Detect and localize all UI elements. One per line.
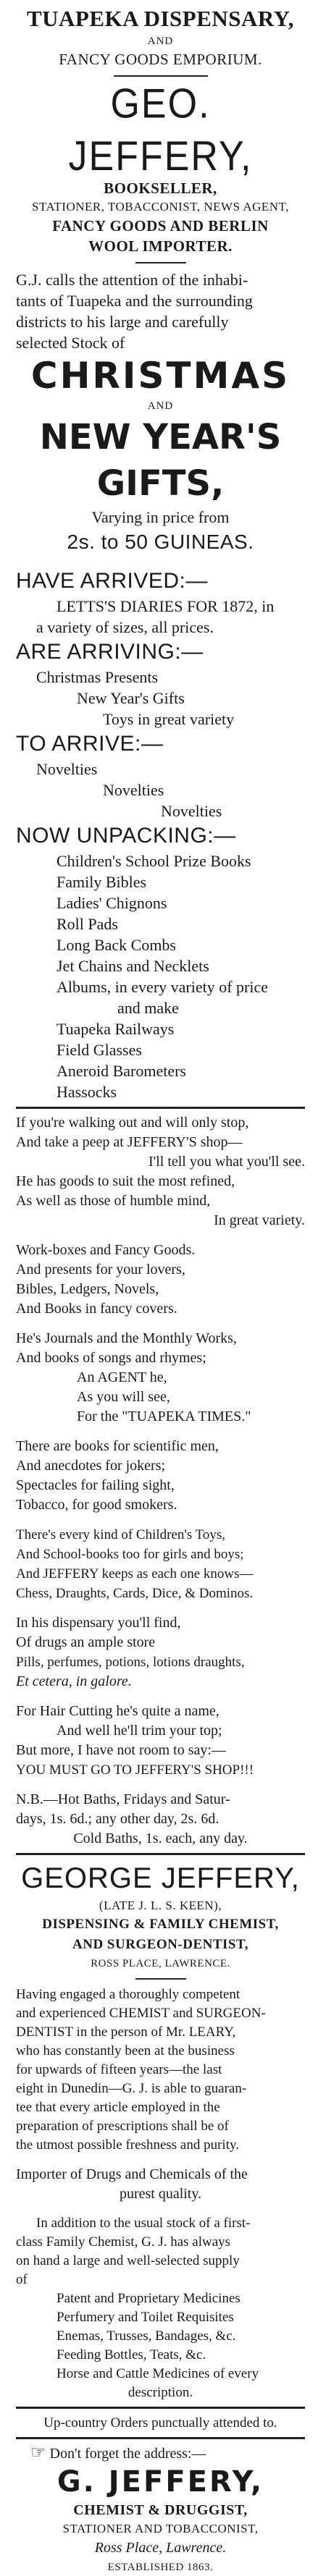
paragraph-line: on hand a large and well-selected supply [16, 2253, 240, 2268]
unpacking-item: Family Bibles [57, 873, 147, 891]
paragraph-line: and experienced CHEMIST and SURGEON- [16, 2006, 266, 2021]
footer-name: G. JEFFERY, [57, 2465, 264, 2499]
verse-4 [16, 1437, 305, 1515]
verse-1 [16, 1113, 305, 1230]
header-and: AND [147, 35, 174, 47]
verse-line: Pills, perfumes, potions, lotions draughts, [16, 1655, 245, 1670]
baths-notice [16, 1790, 305, 1849]
unpacking-item: Children's School Prize Books [57, 852, 251, 870]
price-line: Varying in price from [91, 508, 230, 526]
header-subtitle: FANCY GOODS EMPORIUM. [59, 51, 262, 68]
unpacking-list [16, 850, 305, 1102]
verse-line: He's Journals and the Monthly Works, [16, 1330, 237, 1346]
paragraph-line: Having engaged a thoroughly competent [16, 1987, 240, 2002]
header-title: TUAPEKA DISPENSARY, [26, 6, 294, 31]
verse-line: In great variety. [214, 1212, 305, 1228]
intro-line: districts to his large and carefully [16, 313, 229, 331]
george-late: (LATE J. L. S. KEEN), [99, 1899, 222, 1912]
verse-line: But more, I have not room to say:— [16, 1742, 226, 1758]
baths-line: Cold Baths, 1s. each, any day. [73, 1830, 248, 1846]
verse-line: And School-books too for girls and boys; [16, 1547, 244, 1562]
paragraph-line: the utmost possible freshness and purity. [16, 2137, 240, 2153]
christmas-heading: CHRISTMAS [30, 355, 290, 397]
stock-item: Feeding Bottles, Teats, &c. [57, 2347, 206, 2362]
arriving-line: Toys in great variety [103, 710, 235, 728]
footer-role2: STATIONER AND TOBACCONIST, [62, 2522, 259, 2535]
now-unpacking-heading: NOW UNPACKING:— [16, 824, 236, 848]
footer-place: Ross Place, Lawrence. [94, 2540, 227, 2556]
unpacking-item: Aneroid Barometers [57, 1062, 186, 1080]
paragraph-line: tee that every article employed in the [16, 2100, 220, 2115]
arrived-line: LETTS'S DIARIES FOR 1872, in [57, 597, 275, 615]
unpacking-item: Albums, in every variety of price [57, 978, 269, 996]
paragraph-line: eight in Dunedin—G. J. is able to guaran- [16, 2081, 247, 2096]
verse-line: As you will see, [77, 1389, 170, 1405]
to-arrive-line: Novelties [36, 760, 98, 778]
stock-paragraph [16, 2214, 305, 2289]
intro-paragraph [16, 269, 305, 353]
verse-line: Spectacles for failing sight, [16, 1477, 175, 1493]
new-year-heading: NEW YEAR'S GIFTS, [39, 417, 282, 504]
are-arriving-heading: ARE ARRIVING:— [16, 640, 204, 664]
unpacking-item: Field Glasses [57, 1041, 142, 1059]
arrived-line: a variety of sizes, all prices. [36, 618, 214, 636]
verse-line: Of drugs an ample store [16, 1634, 156, 1650]
verse-line: If you're walking out and will only stop, [16, 1115, 249, 1131]
verse-line: As well as those of humble mind, [16, 1193, 211, 1209]
stock-item: Enemas, Trusses, Bandages, &c. [57, 2328, 236, 2344]
unpacking-item: and make [117, 999, 179, 1017]
verse-line: Et cetera, in galore. [16, 1673, 132, 1689]
verse-line: There's every kind of Children's Toys, [16, 1527, 226, 1542]
verse-line: He has goods to suit the most refined, [16, 1173, 235, 1189]
stock-item: Horse and Cattle Medicines of every [57, 2366, 259, 2381]
stock-item: Patent and Proprietary Medicines [57, 2291, 240, 2306]
george-place: ROSS PLACE, LAWRENCE. [91, 1958, 230, 1969]
to-arrive-line: Novelties [161, 802, 222, 820]
address-note-row [16, 2444, 305, 2464]
verse-7 [16, 1702, 305, 1780]
to-arrive-line: Novelties [103, 781, 164, 799]
unpacking-item: Ladies' Chignons [57, 894, 167, 912]
have-arrived-heading: HAVE ARRIVED:— [16, 569, 208, 593]
verse-line: In his dispensary you'll find, [16, 1615, 181, 1631]
paragraph-line: preparation of prescriptions shall be of [16, 2119, 229, 2134]
george-role2: AND SURGEON-DENTIST, [72, 1937, 248, 1952]
baths-line: N.B.—Hot Baths, Fridays and Satur- [16, 1791, 230, 1807]
paragraph-line: In addition to the usual stock of a first- [36, 2216, 251, 2231]
stock-item: description. [127, 2385, 193, 2400]
verse-line: YOU MUST GO TO JEFFERY'S SHOP!!! [16, 1762, 254, 1778]
engaged-paragraph [16, 1985, 305, 2155]
verse-3 [16, 1329, 305, 1427]
christmas-and: AND [147, 400, 174, 412]
verse-line: For Hair Cutting he's quite a name, [16, 1703, 219, 1719]
verse-line: An AGENT he, [77, 1369, 167, 1385]
paragraph-line: purest quality. [119, 2186, 202, 2202]
divider [135, 262, 186, 263]
footer-established: ESTABLISHED 1863. [107, 2562, 214, 2573]
address-note: Don't forget the address:— [49, 2446, 206, 2462]
paragraph-line: class Family Chemist, G. J. has always [16, 2234, 231, 2250]
verse-6 [16, 1613, 305, 1692]
verse-line: And presents for your lovers, [16, 1262, 185, 1278]
verse-line: And JEFFERY keeps as each one knows— [16, 1566, 254, 1582]
unpacking-item: Hassocks [57, 1083, 117, 1101]
paragraph-line: of [16, 2272, 28, 2287]
verse-line: There are books for scientific men, [16, 1438, 219, 1454]
proprietor-name: GEO. JEFFERY, [68, 80, 253, 180]
proprietor-role: BOOKSELLER, [104, 180, 217, 197]
intro-line: tants of Tuapeka and the surrounding [16, 292, 253, 310]
proprietor-line1: STATIONER, TOBACCONIST, NEWS AGENT, [32, 200, 289, 214]
intro-line: G.J. calls the attention of the inhabi- [16, 271, 248, 289]
paragraph-line: for upwards of fifteen years—the last [16, 2062, 222, 2077]
verse-line: I'll tell you what you'll see. [148, 1154, 305, 1170]
unpacking-item: Roll Pads [57, 915, 118, 933]
verse-line: And Books in fancy covers. [16, 1301, 177, 1317]
arriving-line: New Year's Gifts [77, 689, 185, 707]
pointing-hand-icon: ☞ [30, 2444, 46, 2462]
george-name: GEORGE JEFFERY, [21, 1862, 300, 1894]
verse-line: Work-boxes and Fancy Goods. [16, 1242, 196, 1258]
paragraph-line: DENTIST in the person of Mr. LEARY, [16, 2024, 236, 2040]
divider [135, 1978, 186, 1980]
divider [16, 1853, 305, 1855]
verse-line: And well he'll trim your top; [57, 1723, 222, 1739]
price-range: 2s. to 50 GUINEAS. [67, 531, 254, 553]
verse-line: Bibles, Ledgers, Novels, [16, 1281, 159, 1297]
arriving-line: Christmas Presents [36, 668, 159, 686]
unpacking-item: Long Back Combs [57, 936, 176, 954]
divider [114, 75, 208, 77]
unpacking-item: Jet Chains and Necklets [57, 957, 209, 975]
verse-2 [16, 1241, 305, 1319]
baths-line: days, 1s. 6d.; any other day, 2s. 6d. [16, 1811, 219, 1827]
footer-role: CHEMIST & DRUGGIST, [73, 2502, 248, 2518]
orders-note: Up-country Orders punctually attended to. [43, 2415, 277, 2431]
paragraph-line: Importer of Drugs and Chemicals of the [16, 2166, 248, 2182]
george-role: DISPENSING & FAMILY CHEMIST, [42, 1917, 279, 1932]
paragraph-line: who has constantly been at the business [16, 2043, 235, 2058]
proprietor-line2: FANCY GOODS AND BERLIN [52, 217, 269, 235]
stock-item: Perfumery and Toilet Requisites [57, 2310, 234, 2325]
unpacking-item: Tuapeka Railways [57, 1020, 175, 1038]
divider [16, 2437, 305, 2439]
proprietor-line3: WOOL IMPORTER. [88, 237, 233, 255]
stock-items [16, 2289, 305, 2402]
verse-5 [16, 1525, 305, 1603]
intro-line: selected Stock of [16, 334, 125, 352]
divider [16, 1107, 305, 1109]
divider [16, 2407, 305, 2409]
verse-line: And books of songs and rhymes; [16, 1350, 206, 1366]
verse-line: Chess, Draughts, Cards, Dice, & Dominos. [16, 1586, 254, 1601]
verse-line: And anecdotes for jokers; [16, 1458, 166, 1474]
verse-line: For the "TUAPEKA TIMES." [77, 1409, 251, 1424]
to-arrive-heading: TO ARRIVE:— [16, 732, 164, 756]
verse-line: And take a peep at JEFFERY'S shop— [16, 1134, 243, 1150]
importer-paragraph [16, 2165, 305, 2204]
verse-line: Tobacco, for good smokers. [16, 1497, 177, 1513]
